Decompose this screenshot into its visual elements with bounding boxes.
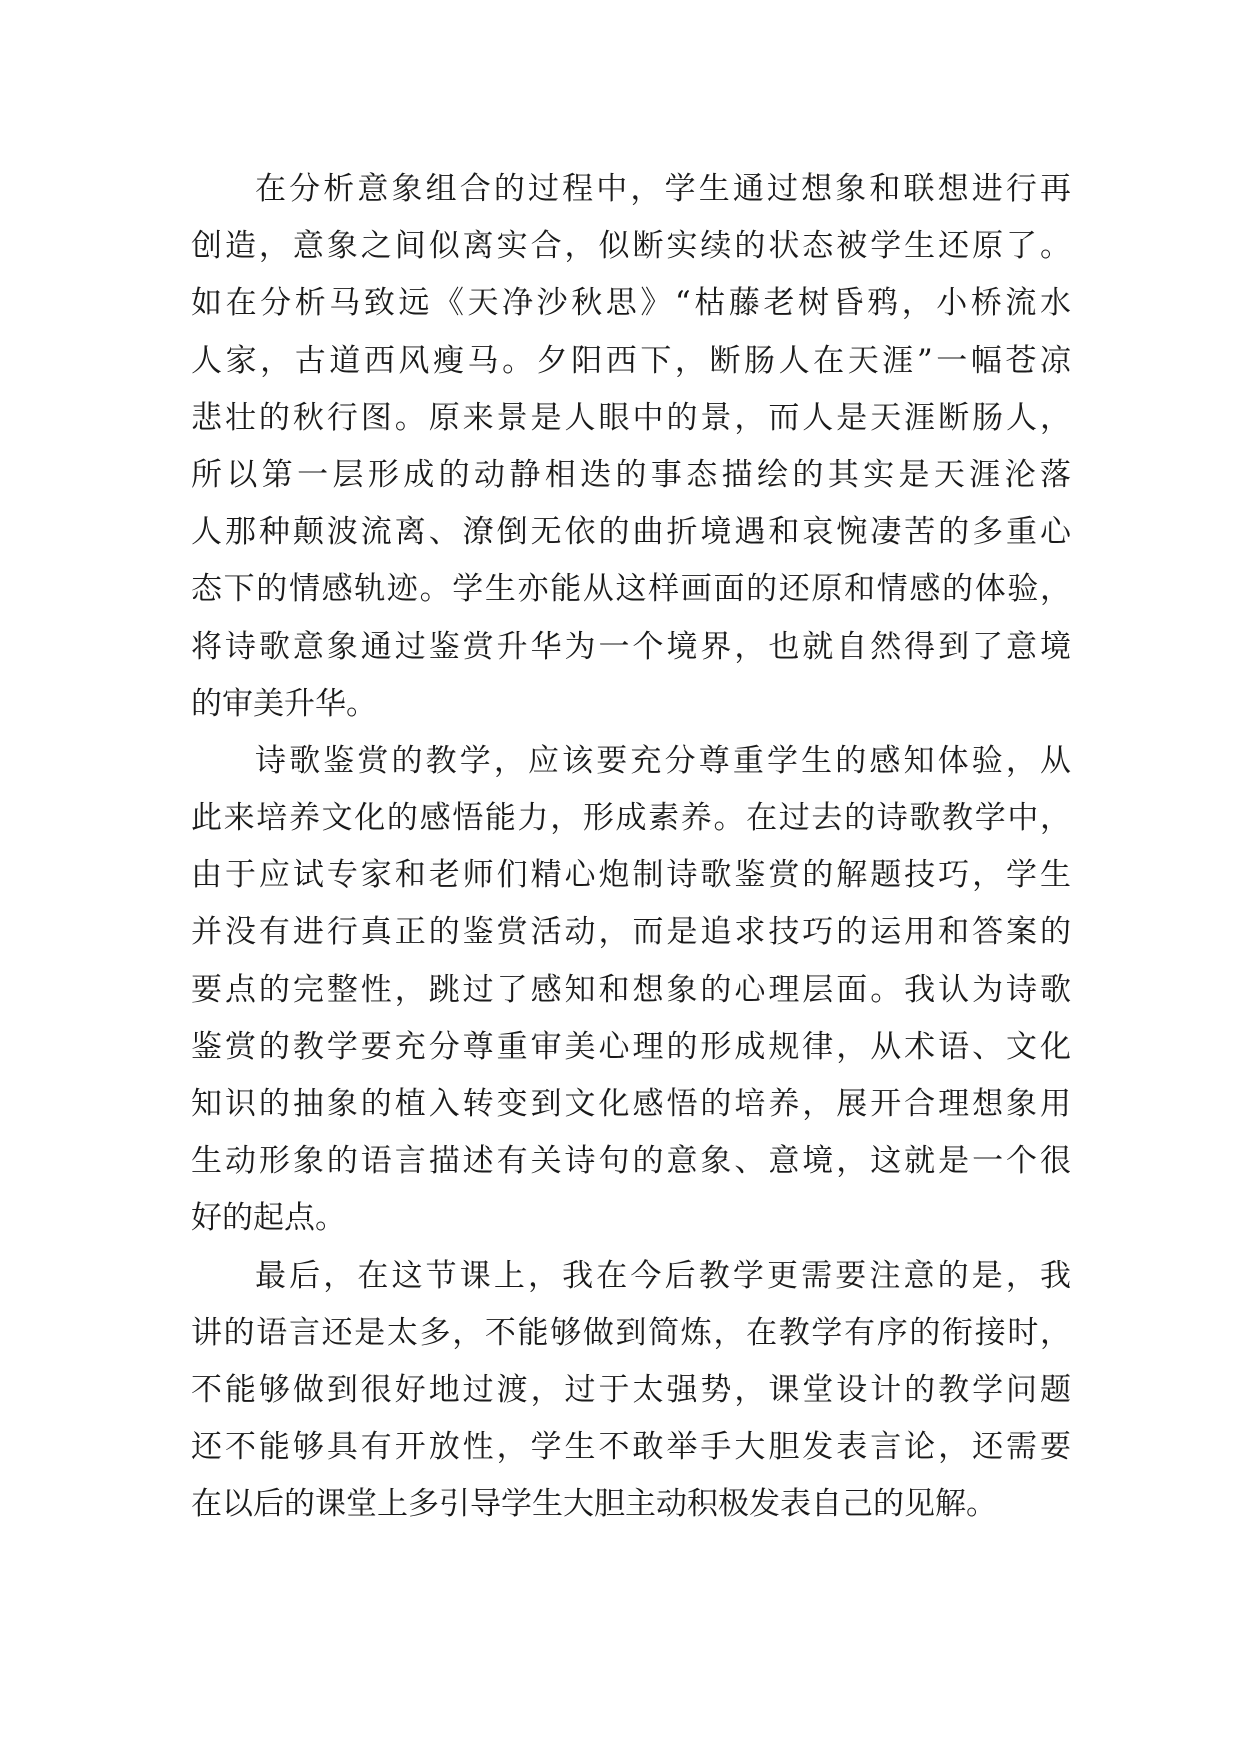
paragraph-line: 在以后的课堂上多引导学生大胆主动积极发表自己的见解。 (191, 1486, 997, 1523)
paragraph-line: 所以第一层形成的动静相迭的事态描绘的其实是天涯沦落 (191, 456, 1071, 493)
paragraph-line: 不能够做到很好地过渡，过于太强势，课堂设计的教学问题 (191, 1371, 1071, 1408)
paragraph-line: 在分析意象组合的过程中，学生通过想象和联想进行再 (255, 171, 1071, 207)
paragraph-line: 讲的语言还是太多，不能够做到简炼，在教学有序的衔接时， (191, 1314, 1071, 1351)
paragraph-line: 由于应试专家和老师们精心炮制诗歌鉴赏的解题技巧，学生 (191, 857, 1071, 894)
paragraph-line: 还不能够具有开放性，学生不敢举手大胆发表言论，还需要 (191, 1429, 1071, 1466)
paragraph-line: 好的起点。 (191, 1200, 346, 1237)
paragraph-line: 将诗歌意象通过鉴赏升华为一个境界，也就自然得到了意境 (191, 628, 1071, 665)
paragraph-line: 知识的抽象的植入转变到文化感悟的培养，展开合理想象用 (191, 1086, 1071, 1122)
paragraph-line: 创造，意象之间似离实合，似断实续的状态被学生还原了。 (191, 228, 1071, 265)
paragraph-2 (191, 733, 1071, 1248)
paragraph-line: 如在分析马致远《天净沙秋思》“枯藤老树昏鸦，小桥流水 (191, 285, 1071, 322)
paragraph-line: 要点的完整性，跳过了感知和想象的心理层面。我认为诗歌 (191, 971, 1071, 1008)
paragraph-line: 悲壮的秋行图。原来景是人眼中的景，而人是天涯断肠人， (191, 399, 1071, 436)
paragraph-line: 鉴赏的教学要充分尊重审美心理的形成规律，从术语、文化 (191, 1028, 1071, 1065)
paragraph-line: 此来培养文化的感悟能力，形成素养。在过去的诗歌教学中， (191, 800, 1071, 837)
paragraph-line: 人那种颠波流离、潦倒无依的曲折境遇和哀惋凄苦的多重心 (191, 514, 1071, 551)
paragraph-line: 生动形象的语言描述有关诗句的意象、意境，这就是一个很 (191, 1143, 1071, 1180)
paragraph-line: 并没有进行真正的鉴赏活动，而是追求技巧的运用和答案的 (191, 914, 1071, 951)
paragraph-line: 态下的情感轨迹。学生亦能从这样画面的还原和情感的体验， (191, 571, 1071, 608)
paragraph-line: 人家，古道西风瘦马。夕阳西下，断肠人在天涯”一幅苍凉 (191, 342, 1071, 379)
body-text (191, 161, 1071, 1534)
paragraph-line: 的审美升华。 (191, 685, 377, 722)
paragraph-3 (191, 1248, 1071, 1534)
paragraph-line: 诗歌鉴赏的教学，应该要充分尊重学生的感知体验，从 (255, 742, 1071, 779)
paragraph-1 (191, 161, 1071, 733)
paragraph-line: 最后，在这节课上，我在今后教学更需要注意的是，我 (255, 1257, 1071, 1294)
